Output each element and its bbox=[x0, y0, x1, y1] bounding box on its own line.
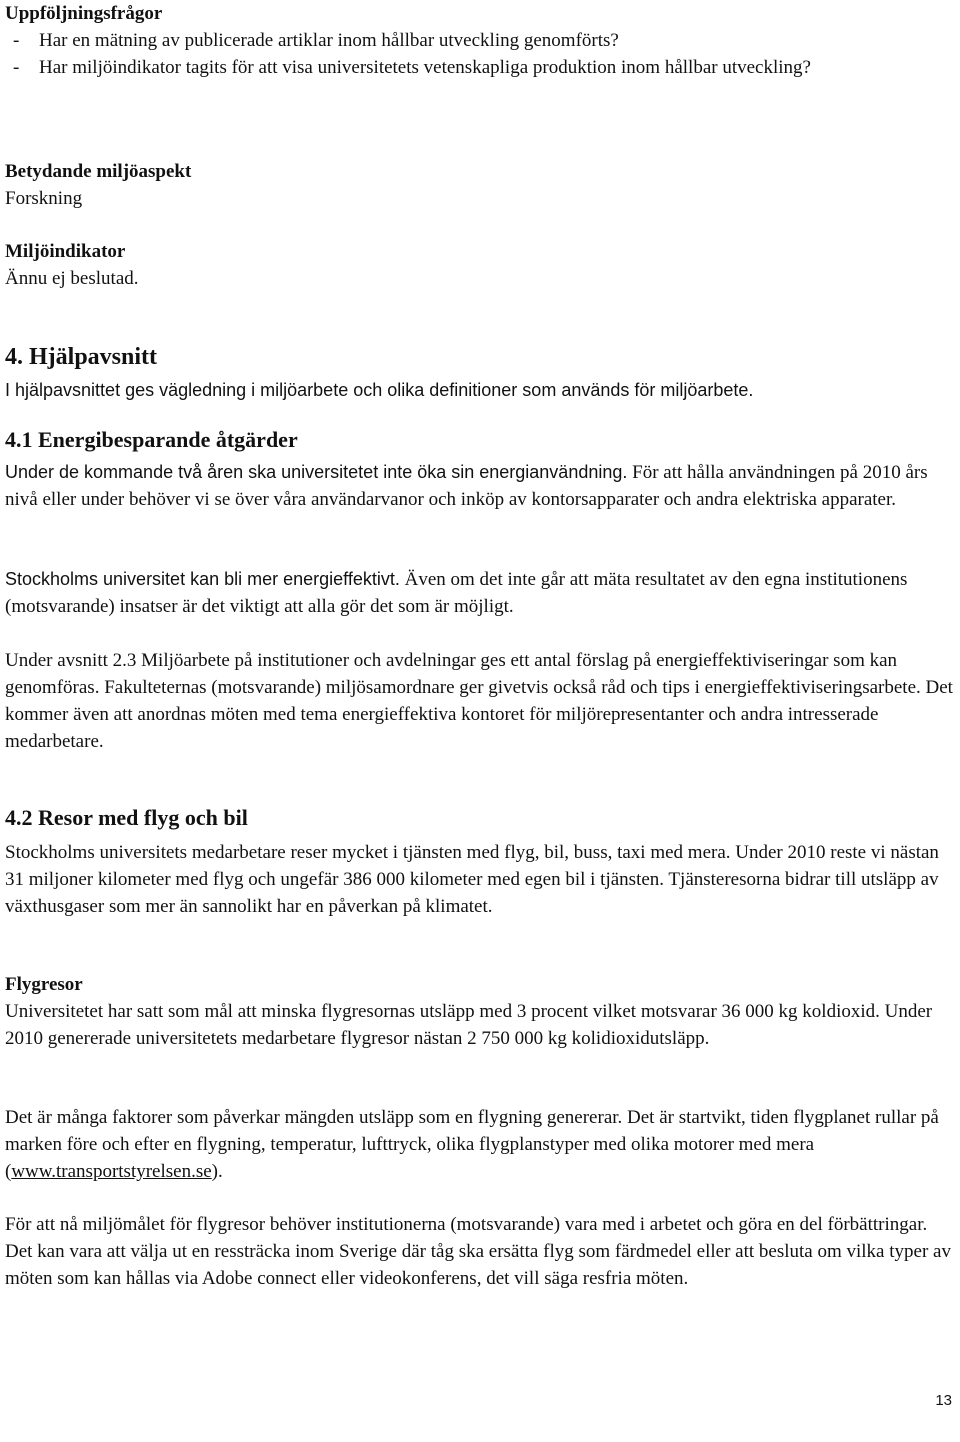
followup-item-2 bbox=[5, 54, 925, 81]
section-4-1-paragraph-2-rest: Även om det inte går att mäta resultatet av den egna institutionens (motsvarande) insatser är det viktigt att alla gör det som är möjligt. bbox=[5, 569, 908, 617]
bullet-dash: - bbox=[13, 57, 20, 78]
section-4-2-paragraph-1: Stockholms universitets medarbetare reser mycket i tjänsten med flyg, bil, buss, taxi med mera. Under 2010 reste vi nästan 31 miljoner kilometer med flyg och ungefär 386 000 kilometer med egen bil i tjänsten. Tjänsteresorna bidrar till utsläpp av växthusgaser som mer än sannolikt har en påverkan på klimatet. bbox=[5, 842, 939, 917]
section-4-text: I hjälpavsnittet ges vägledning i miljöarbete och olika definitioner som används för miljöarbete. bbox=[5, 380, 754, 400]
emissions-paragraph bbox=[5, 1104, 955, 1185]
environmental-goal-paragraph: För att nå miljömålet för flygresor behöver institutionerna (motsvarande) vara med i arbetet och göra en del förbättringar. Det kan vara att välja ut en ressträcka inom Sverige där tåg ska ersätta flyg som färdmedel eller att besluta om vilka typer av möten som kan hållas via Adobe connect eller videokonferens, det vill säga resfria möten. bbox=[5, 1214, 951, 1289]
transportstyrelsen-link[interactable]: www.transportstyrelsen.se bbox=[11, 1161, 212, 1182]
page-number: 13 bbox=[935, 1392, 952, 1409]
emissions-paragraph-end: ). bbox=[211, 1161, 223, 1182]
flight-heading: Flygresor bbox=[5, 974, 83, 995]
indicator-value: Ännu ej beslutad. bbox=[5, 268, 139, 289]
emissions-paragraph-text: Det är många faktorer som påverkar mängden utsläpp som en flygning genererar. Det är startvikt, tiden flygplanet rullar på marken före och efter en flygning, temperatur, lufttryck, olika flygplanstyper med olika motorer med mera ( bbox=[5, 1107, 939, 1182]
followup-heading: Uppföljningsfrågor bbox=[5, 3, 163, 24]
flight-paragraph: Universitetet har satt som mål att minska flygresornas utsläpp med 3 procent vilket motsvarar 36 000 kg koldioxid. Under 2010 genererade universitetets medarbetare flygresor nästan 2 750 000 kg kolidioxidutsläpp. bbox=[5, 1001, 933, 1049]
indicator-heading: Miljöindikator bbox=[5, 241, 126, 262]
section-4-1-paragraph-2 bbox=[5, 566, 955, 620]
aspect-value: Forskning bbox=[5, 188, 83, 209]
section-4-1-paragraph-2-lead: Stockholms universitet kan bli mer energieffektivt. bbox=[5, 569, 400, 589]
followup-item-1 bbox=[5, 27, 955, 54]
section-4-1-heading: 4.1 Energibesparande åtgärder bbox=[5, 427, 298, 452]
followup-item-text: Har en mätning av publicerade artiklar inom hållbar utveckling genomförts? bbox=[39, 30, 619, 51]
section-4-1-paragraph-3: Under avsnitt 2.3 Miljöarbete på institutioner och avdelningar ges ett antal förslag på energieffektiviseringar som kan genomföras. Fakulteternas (motsvarande) miljösamordnare ger givetvis också råd och tips i energieffektiviseringsarbete. Det kommer även att anordnas möten med tema energieffektiva kontoret för miljörepresentanter och andra intresserade medarbetare. bbox=[5, 650, 953, 752]
section-4-heading: 4. Hjälpavsnitt bbox=[5, 344, 158, 370]
section-4-1-paragraph-1-rest: För att hålla användningen på 2010 års nivå eller under behöver vi se över våra användarvanor och inköp av kontorsapparater och andra elektriska apparater. bbox=[5, 462, 928, 510]
section-4-2-heading: 4.2 Resor med flyg och bil bbox=[5, 805, 248, 830]
section-4-1-paragraph-1 bbox=[5, 459, 955, 513]
bullet-dash: - bbox=[13, 30, 20, 51]
section-4-1-paragraph-1-lead: Under de kommande två åren ska universitetet inte öka sin energianvändning. bbox=[5, 462, 628, 482]
aspect-heading: Betydande miljöaspekt bbox=[5, 161, 192, 182]
followup-item-text: Har miljöindikator tagits för att visa universitetets vetenskapliga produktion inom hållbar utveckling? bbox=[39, 57, 811, 78]
